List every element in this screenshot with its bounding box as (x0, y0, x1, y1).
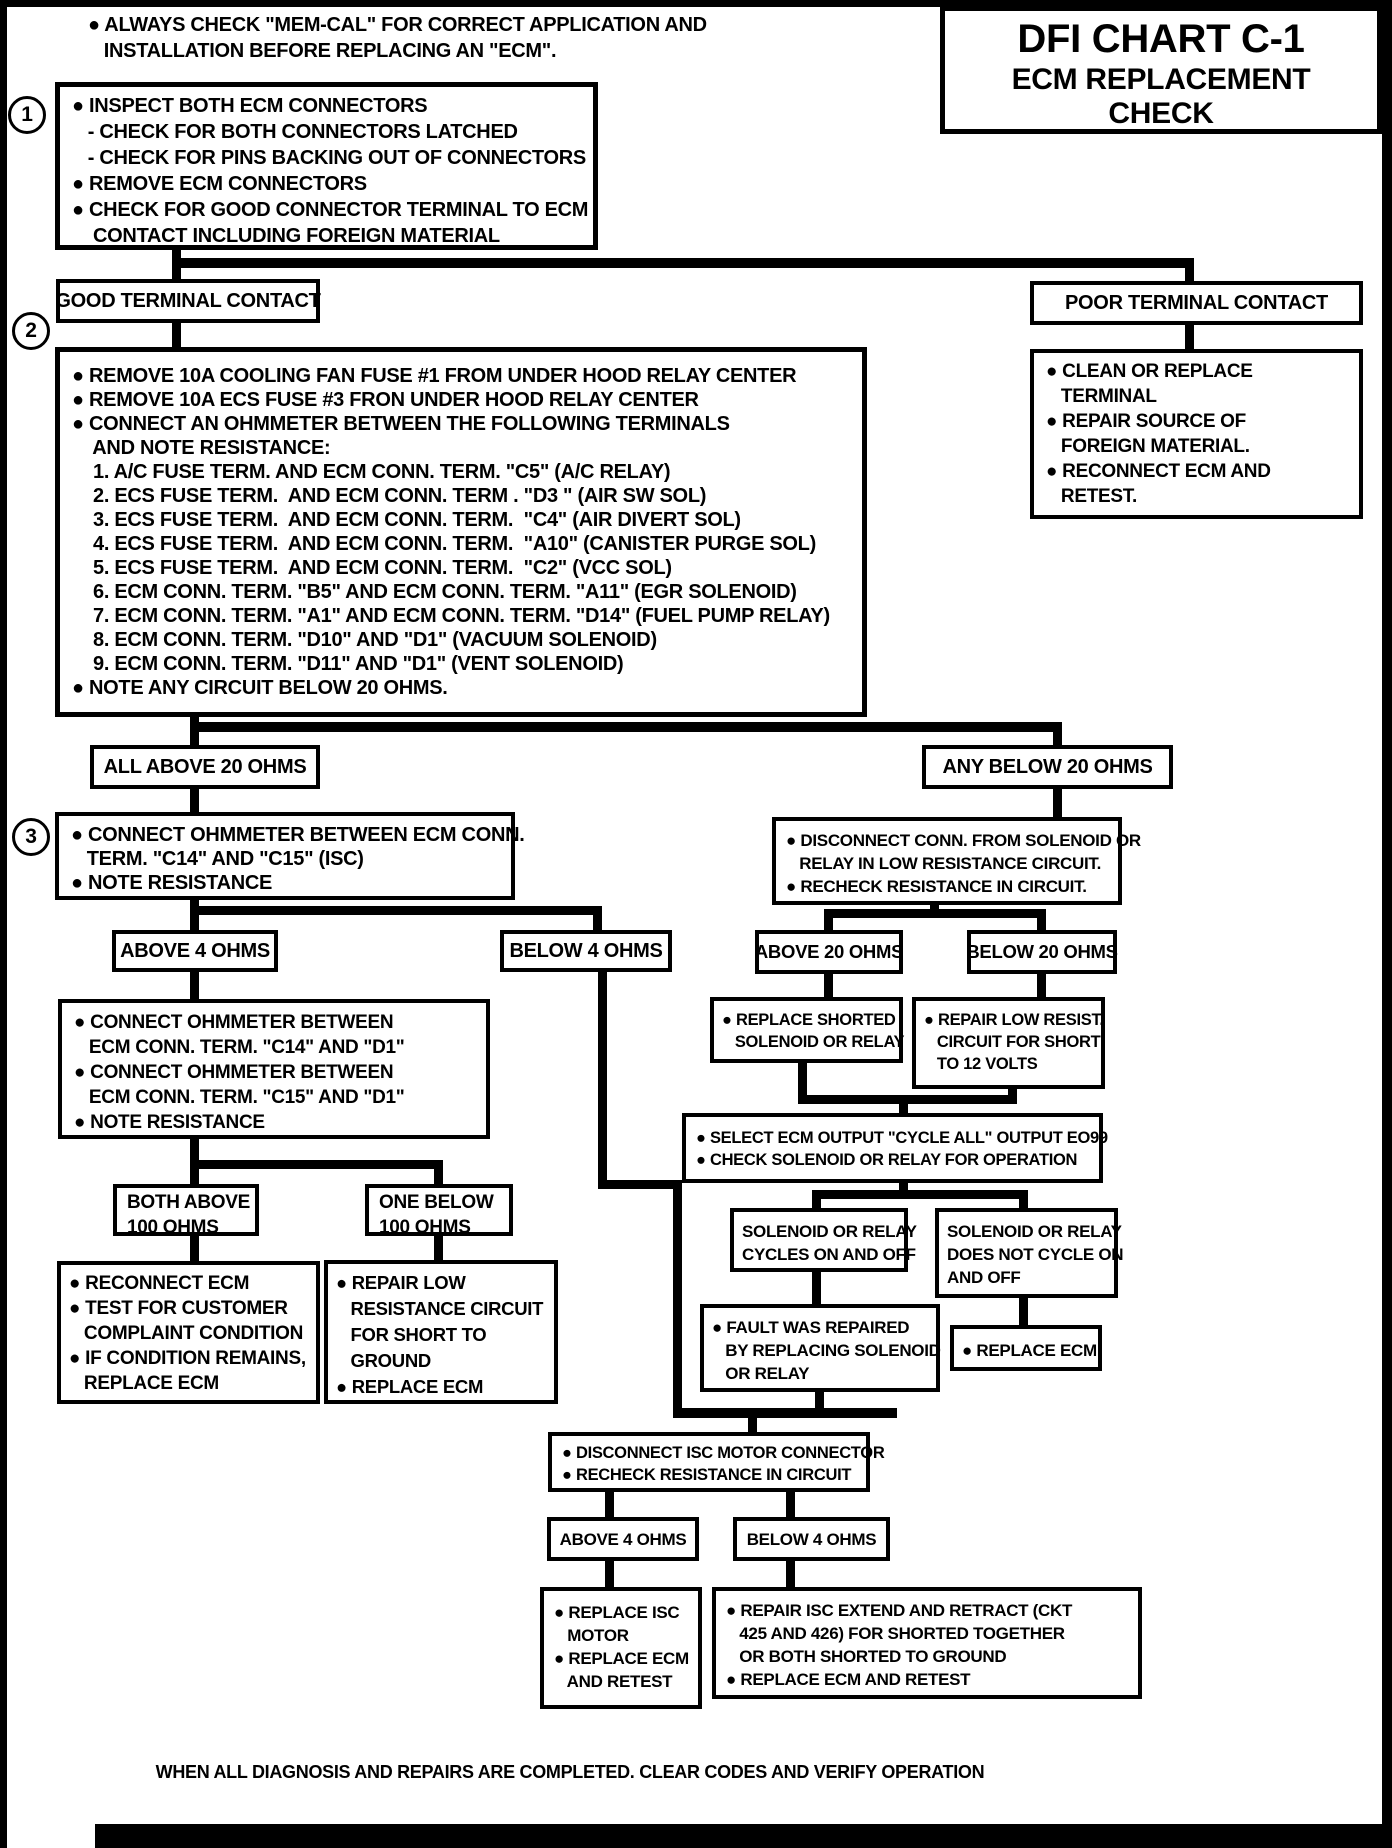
connector-line (824, 972, 833, 998)
below-20-ohms-label: BELOW 20 OHMS (967, 930, 1117, 974)
replace-isc-motor-box (540, 1587, 702, 1709)
text-line: ● CHECK FOR GOOD CONNECTOR TERMINAL TO ECM (72, 199, 589, 221)
text-line: 100 OHMS (127, 1217, 219, 1238)
text-line: RETEST. (1046, 486, 1137, 507)
text-line: ● RECONNECT ECM (69, 1273, 250, 1294)
text-line: ● CONNECT OHMMETER BETWEEN (74, 1012, 394, 1033)
text-line: ● SELECT ECM OUTPUT "CYCLE ALL" OUTPUT EO99 (696, 1129, 1108, 1147)
text-line: SOLENOID OR RELAY (742, 1222, 917, 1241)
connector-line (593, 906, 602, 931)
connector-line (812, 1190, 1028, 1199)
text-line: FOR SHORT TO (336, 1324, 487, 1345)
text-line: RESISTANCE CIRCUIT (336, 1298, 544, 1319)
text-line: ONE BELOW (379, 1192, 494, 1213)
text-line: DOES NOT CYCLE ON (947, 1245, 1124, 1264)
text-line: ● RECONNECT ECM AND (1046, 461, 1271, 482)
solenoid-does-not-cycle-label (935, 1208, 1124, 1298)
text-line: AND OFF (947, 1268, 1021, 1287)
text-line: ● REPLACE SHORTED (722, 1011, 896, 1029)
text-line: 2. ECS FUSE TERM. AND ECM CONN. TERM . "D3 " (AIR SW SOL) (72, 485, 707, 507)
chart-subtitle-line1: ECM REPLACEMENT (1011, 63, 1311, 96)
text-line: ● DISCONNECT ISC MOTOR CONNECTOR (562, 1444, 885, 1462)
text-line: ECM CONN. TERM. "C15" AND "D1" (74, 1087, 405, 1108)
text-line: ● REPAIR LOW RESIST. (924, 1011, 1104, 1029)
connector-line (786, 1490, 795, 1519)
text-line: ● REPAIR LOW (336, 1272, 466, 1293)
connector-line (673, 1408, 897, 1418)
replace-ecm-box (950, 1325, 1102, 1371)
repair-isc-circuits-box (712, 1587, 1142, 1699)
disconnect-solenoid-box (772, 817, 1141, 905)
text-line: 7. ECM CONN. TERM. "A1" AND ECM CONN. TERM. "D14" (FUEL PUMP RELAY) (72, 605, 830, 627)
connector-line (172, 321, 181, 348)
step-3-number: 3 (25, 825, 37, 848)
step1-inspect-connectors-box (55, 82, 598, 250)
text-line: 425 AND 426) FOR SHORTED TOGETHER (726, 1624, 1065, 1643)
text-line: INSTALLATION BEFORE REPLACING AN "ECM". (88, 40, 557, 62)
chart-title-box (940, 6, 1382, 134)
connector-line (598, 1180, 682, 1189)
text-line: ● DISCONNECT CONN. FROM SOLENOID OR (786, 831, 1141, 850)
chart-subtitle-line2: CHECK (1108, 97, 1214, 130)
any-below-20-ohms-label: ANY BELOW 20 OHMS (922, 745, 1173, 789)
text-line: 5. ECS FUSE TERM. AND ECM CONN. TERM. "C2" (VCC SOL) (72, 557, 672, 579)
text-line: 100 OHMS (379, 1217, 471, 1238)
text-line: TERM. "C14" AND "C15" (ISC) (71, 848, 364, 870)
text-line: 6. ECM CONN. TERM. "B5" AND ECM CONN. TERM. "A11" (EGR SOLENOID) (72, 581, 797, 603)
solenoid-cycles-label (730, 1208, 917, 1272)
connector-line (1185, 258, 1194, 283)
connector-line (605, 1490, 614, 1519)
text-line: AND NOTE RESISTANCE: (72, 437, 331, 459)
connector-line (598, 970, 607, 1189)
text-line: BOTH ABOVE (127, 1192, 250, 1213)
poor-terminal-contact-label: POOR TERMINAL CONTACT (1030, 281, 1363, 325)
connector-line (434, 1160, 443, 1186)
chart-title: DFI CHART C-1 (1017, 17, 1305, 61)
connector-line (1185, 323, 1194, 350)
text-line: ● ALWAYS CHECK "MEM-CAL" FOR CORRECT APPLICATION AND (88, 14, 707, 36)
text-line: FOREIGN MATERIAL. (1046, 436, 1250, 457)
connector-line (172, 258, 1194, 268)
all-above-20-ohms-label: ALL ABOVE 20 OHMS (90, 745, 320, 789)
isc-below-4-ohms-label: BELOW 4 OHMS (733, 1517, 890, 1561)
connector-line (190, 722, 1062, 732)
step-1-number: 1 (21, 103, 33, 126)
step2-ohmmeter-test-box (55, 347, 867, 717)
text-line: ● RECHECK RESISTANCE IN CIRCUIT. (786, 877, 1087, 896)
text-line: ● CLEAN OR REPLACE (1046, 361, 1253, 382)
connector-line (190, 898, 199, 932)
text-line: ● NOTE RESISTANCE (71, 872, 273, 894)
text-line: 1. A/C FUSE TERM. AND ECM CONN. TERM. "C5" (A/C RELAY) (72, 461, 671, 483)
text-line: OR RELAY (712, 1364, 810, 1383)
text-line: ECM CONN. TERM. "C14" AND "D1" (74, 1037, 405, 1058)
text-line: 3. ECS FUSE TERM. AND ECM CONN. TERM. "C4" (AIR DIVERT SOL) (72, 509, 741, 531)
text-line: SOLENOID OR RELAY (722, 1033, 905, 1051)
connector-line (786, 1559, 795, 1589)
ohmmeter-c14-c15-d1-box (58, 999, 490, 1139)
connector-line (748, 1408, 757, 1434)
connector-line (1053, 787, 1062, 818)
text-line: BY REPLACING SOLENOID (712, 1341, 941, 1360)
text-line: - CHECK FOR PINS BACKING OUT OF CONNECTORS (72, 147, 586, 169)
connector-line (1037, 972, 1046, 998)
step3-isc-resistance-box (55, 812, 525, 900)
text-line: ● IF CONDITION REMAINS, (69, 1348, 306, 1369)
connector-line (1019, 1190, 1028, 1210)
text-line: ● CONNECT AN OHMMETER BETWEEN THE FOLLOWING TERMINALS (72, 413, 730, 435)
completion-note: WHEN ALL DIAGNOSIS AND REPAIRS ARE COMPLETED. CLEAR CODES AND VERIFY OPERATION (155, 1762, 985, 1782)
connector-line (190, 970, 199, 1000)
text-line: ● INSPECT BOTH ECM CONNECTORS (72, 95, 428, 117)
text-line: ● REMOVE 10A COOLING FAN FUSE #1 FROM UNDER HOOD RELAY CENTER (72, 365, 797, 387)
text-line: ● CONNECT OHMMETER BETWEEN (74, 1062, 394, 1083)
text-line: - CHECK FOR BOTH CONNECTORS LATCHED (72, 121, 518, 143)
connector-line (190, 906, 602, 915)
text-line: SOLENOID OR RELAY (947, 1222, 1122, 1241)
text-line: CONTACT INCLUDING FOREIGN MATERIAL (72, 225, 500, 247)
clean-or-replace-terminal-box (1030, 349, 1363, 519)
good-terminal-contact-label: GOOD TERMINAL CONTACT (56, 279, 320, 323)
connector-line (605, 1559, 614, 1589)
connector-line (812, 1270, 821, 1306)
above-20-ohms-label: ABOVE 20 OHMS (755, 930, 903, 974)
text-line: 9. ECM CONN. TERM. "D11" AND "D1" (VENT SOLENOID) (72, 653, 624, 675)
reconnect-ecm-box (57, 1261, 320, 1404)
text-line: ● FAULT WAS REPAIRED (712, 1318, 910, 1337)
text-line: ● NOTE RESISTANCE (74, 1112, 265, 1133)
connector-line (899, 1095, 908, 1115)
isc-above-4-ohms-label: ABOVE 4 OHMS (547, 1517, 699, 1561)
step-1-marker (8, 96, 46, 134)
step-3-marker (12, 818, 50, 856)
text-line: ● REPLACE ECM (554, 1649, 689, 1668)
disconnect-isc-motor-box (548, 1432, 885, 1492)
text-line: CIRCUIT FOR SHORT (924, 1033, 1101, 1051)
connector-line (1053, 722, 1062, 746)
above-4-ohms-label: ABOVE 4 OHMS (112, 930, 278, 972)
step-2-marker (12, 312, 50, 350)
text-line: 4. ECS FUSE TERM. AND ECM CONN. TERM. "A10" (CANISTER PURGE SOL) (72, 533, 816, 555)
connector-line (190, 1160, 443, 1169)
repair-short-to-12v-box (912, 997, 1105, 1089)
text-line: GROUND (336, 1350, 431, 1371)
connector-line (824, 909, 1046, 918)
text-line: ● REPLACE ECM (962, 1341, 1097, 1360)
text-line: ● RECHECK RESISTANCE IN CIRCUIT (562, 1466, 852, 1484)
text-line: ● NOTE ANY CIRCUIT BELOW 20 OHMS. (72, 677, 448, 699)
text-line: ● REPAIR SOURCE OF (1046, 411, 1246, 432)
text-line: AND RETEST (554, 1672, 673, 1691)
text-line: ● REMOVE 10A ECS FUSE #3 FRON UNDER HOOD RELAY CENTER (72, 389, 699, 411)
connector-line (673, 1180, 682, 1418)
text-line: COMPLAINT CONDITION (69, 1323, 304, 1344)
text-line: RELAY IN LOW RESISTANCE CIRCUIT. (786, 854, 1102, 873)
select-ecm-output-box (682, 1113, 1108, 1183)
connector-line (190, 787, 199, 814)
text-line: ● REPLACE ECM AND RETEST (726, 1670, 971, 1689)
below-4-ohms-label: BELOW 4 OHMS (500, 930, 672, 972)
text-line: ● TEST FOR CUSTOMER (69, 1298, 288, 1319)
bottom-border-bar (95, 1824, 1392, 1848)
fault-repaired-box (700, 1304, 940, 1392)
connector-line (812, 1190, 821, 1210)
text-line: CYCLES ON AND OFF (742, 1245, 916, 1264)
mem-cal-note (88, 12, 707, 64)
text-line: ● REPLACE ISC (554, 1603, 680, 1622)
connector-line (1019, 1296, 1028, 1327)
text-line: TO 12 VOLTS (924, 1055, 1038, 1073)
step-2-number: 2 (25, 319, 37, 342)
one-below-100-ohms-label (365, 1184, 513, 1236)
text-line: ● CHECK SOLENOID OR RELAY FOR OPERATION (696, 1151, 1078, 1169)
connector-line (1037, 909, 1046, 931)
connector-line (190, 1160, 199, 1186)
text-line: ● REMOVE ECM CONNECTORS (72, 173, 367, 195)
text-line: ● REPAIR ISC EXTEND AND RETRACT (CKT (726, 1601, 1073, 1620)
text-line: OR BOTH SHORTED TO GROUND (726, 1647, 1007, 1666)
text-line: TERMINAL (1046, 386, 1157, 407)
replace-shorted-solenoid-box (710, 997, 903, 1063)
both-above-100-ohms-label (113, 1184, 259, 1236)
text-line: ● REPLACE ECM (336, 1376, 484, 1397)
text-line: MOTOR (554, 1626, 629, 1645)
text-line: REPLACE ECM (69, 1373, 219, 1394)
text-line: 8. ECM CONN. TERM. "D10" AND "D1" (VACUUM SOLENOID) (72, 629, 657, 651)
connector-line (824, 909, 833, 931)
text-line: ● CONNECT OHMMETER BETWEEN ECM CONN. (71, 824, 525, 846)
repair-short-to-ground-box (324, 1260, 558, 1404)
